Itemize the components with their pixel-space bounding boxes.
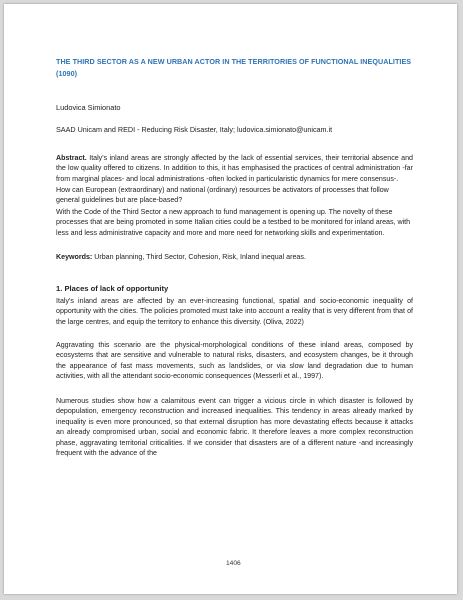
keywords-label: Keywords:: [56, 253, 93, 261]
page-number: 1406: [226, 560, 241, 567]
abstract-paragraph: [56, 153, 413, 184]
abstract-text: Italy's inland areas are strongly affected by the lack of essential services, their territorial absence and the low quality offered to citizens. In addition to this, it has emphasised the practices of central administration -far from marginal places- and local administrations -often locked in particularistic dynamics for mere consensus-.: [56, 154, 413, 183]
author-affiliation: SAAD Unicam and REDI - Reducing Risk Disaster, Italy; ludovica.simionato@unicam.it: [56, 125, 333, 134]
keywords-line: [56, 252, 413, 262]
section-heading: 1. Places of lack of opportunity: [56, 284, 169, 293]
abstract-label: Abstract.: [56, 154, 87, 162]
abstract-question: How can European (extraordinary) and national (ordinary) resources be activators of processes that follow general guidelines but are place-based?: [56, 186, 389, 205]
document-page: [4, 4, 457, 594]
abstract-third-sector: With the Code of the Third Sector a new approach to fund management is opening up. The novelty of these processes that are being promoted in some Italian cities could be a testbed to be monitored for inland areas, with less and less administrative capacity and more and more need for networking skills and experimentation.: [56, 208, 411, 237]
author-name: Ludovica Simionato: [56, 103, 121, 112]
paper-title: THE THIRD SECTOR AS A NEW URBAN ACTOR IN THE TERRITORIES OF FUNCTIONAL INEQUALITIES (1090): [56, 57, 412, 78]
section-paragraph-1: Italy's inland areas are affected by an ever-increasing functional, spatial and socio-economic inequality of opportunity with the cities. The policies promoted must take into account a reality that is very different from that of the large centres, and equip the territory to enhance this diversity. (Oliva, 2022): [56, 297, 413, 326]
section-paragraph-3: Numerous studies show how a calamitous event can trigger a vicious circle in which disaster is followed by depopulation, emergency reconstruction and increased inequalities. This tendency in areas already marked by inequality is even more pronounced, so that external disruption has more devastating effects because it attacks an already compromised urban, social and economic fabric. It therefore leaves a more complex reconstruction phase, aggravating territorial criticalities. If we consider that disasters are of a different nature -and increasingly frequent with the advance of the: [56, 397, 413, 458]
keywords-text: Urban planning, Third Sector, Cohesion, Risk, Inland inequal areas.: [92, 253, 306, 261]
section-paragraph-2: Aggravating this scenario are the physical-morphological conditions of these inland areas, composed by ecosystems that are sensitive and vulnerable to natural risks, disasters, and ecosystem changes, be it through the appearance of fast mass movements, such as landslides, or via slow land degradation due to human activities, with all the attendant socio-economic consequences (Messerli et al., 1997).: [56, 341, 413, 381]
